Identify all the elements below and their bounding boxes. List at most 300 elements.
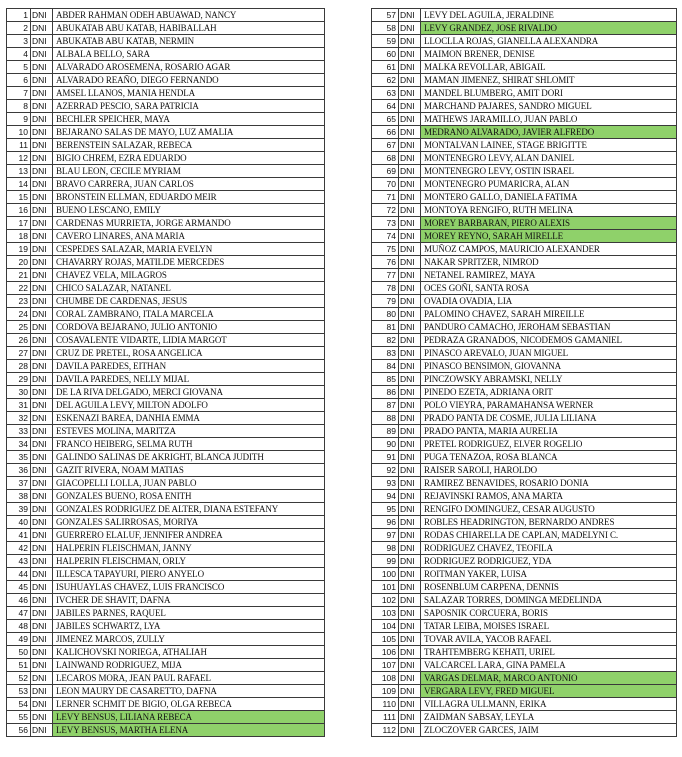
document-type: DNI: [31, 48, 53, 61]
person-name: AZERRAD PESCIO, SARA PATRICIA: [53, 100, 325, 113]
table-row: [372, 477, 677, 490]
row-number: 38: [7, 490, 31, 503]
person-name: MONTERO GALLO, DANIELA FATIMA: [421, 191, 677, 204]
table-row: [372, 178, 677, 191]
row-number: 48: [7, 620, 31, 633]
document-type: DNI: [31, 607, 53, 620]
table-row: [372, 74, 677, 87]
document-type: DNI: [31, 373, 53, 386]
person-name: TRAHTEMBERG KEHATI, URIEL: [421, 646, 677, 659]
table-row: [7, 659, 325, 672]
table-row: [372, 9, 677, 22]
left-table-body: [7, 9, 325, 737]
person-name: LEVY DEL AGUILA, JERALDINE: [421, 9, 677, 22]
document-type: DNI: [399, 61, 421, 74]
person-name: ROSENBLUM CARPENA, DENNIS: [421, 581, 677, 594]
document-type: DNI: [399, 178, 421, 191]
row-number: 79: [372, 295, 399, 308]
table-row: [372, 230, 677, 243]
document-type: DNI: [399, 594, 421, 607]
person-name: GAZIT RIVERA, NOAM MATIAS: [53, 464, 325, 477]
document-type: DNI: [31, 282, 53, 295]
document-type: DNI: [399, 659, 421, 672]
row-number: 112: [372, 724, 399, 737]
person-name: LLOCLLA ROJAS, GIANELLA ALEXANDRA: [421, 35, 677, 48]
table-row: [7, 87, 325, 100]
table-row: [7, 399, 325, 412]
table-row: [7, 607, 325, 620]
document-type: DNI: [399, 477, 421, 490]
person-name: CHUMBE DE CARDENAS, JESUS: [53, 295, 325, 308]
document-type: DNI: [399, 399, 421, 412]
document-type: DNI: [399, 425, 421, 438]
document-type: DNI: [399, 230, 421, 243]
document-type: DNI: [399, 490, 421, 503]
row-number: 100: [372, 568, 399, 581]
row-number: 59: [372, 35, 399, 48]
person-name: RODRIGUEZ RODRIGUEZ, YDA: [421, 555, 677, 568]
row-number: 90: [372, 438, 399, 451]
row-number: 109: [372, 685, 399, 698]
row-number: 9: [7, 113, 31, 126]
document-type: DNI: [399, 698, 421, 711]
table-row: [372, 165, 677, 178]
table-row: [7, 529, 325, 542]
document-type: DNI: [399, 139, 421, 152]
person-name: LECAROS MORA, JEAN PAUL RAFAEL: [53, 672, 325, 685]
document-type: DNI: [399, 282, 421, 295]
table-row: [7, 269, 325, 282]
table-row: [7, 490, 325, 503]
row-number: 23: [7, 295, 31, 308]
person-name: KALICHOVSKI NORIEGA, ATHALIAH: [53, 646, 325, 659]
person-name: MANDEL BLUMBERG, AMIT DORI: [421, 87, 677, 100]
person-name: NAKAR SPRITZER, NIMROD: [421, 256, 677, 269]
document-type: DNI: [31, 139, 53, 152]
table-row: [372, 412, 677, 425]
table-row: [372, 451, 677, 464]
table-row: [372, 438, 677, 451]
table-row: [7, 568, 325, 581]
table-row: [7, 698, 325, 711]
document-type: DNI: [399, 165, 421, 178]
document-type: DNI: [31, 308, 53, 321]
table-row: [7, 74, 325, 87]
document-type: DNI: [399, 87, 421, 100]
document-type: DNI: [31, 74, 53, 87]
document-type: DNI: [399, 555, 421, 568]
person-name: CESPEDES SALAZAR, MARIA EVELYN: [53, 243, 325, 256]
person-name: PRADO PANTA, MARIA AURELIA: [421, 425, 677, 438]
table-row: [7, 243, 325, 256]
document-type: DNI: [31, 152, 53, 165]
table-row: [372, 607, 677, 620]
person-name: MOREY REYNO, SARAH MIRELLE: [421, 230, 677, 243]
document-type: DNI: [399, 529, 421, 542]
document-type: DNI: [31, 412, 53, 425]
person-name: MAMAN JIMENEZ, SHIRAT SHLOMIT: [421, 74, 677, 87]
person-name: ROBLES HEADRINGTON, BERNARDO ANDRES: [421, 516, 677, 529]
person-name: VALCARCEL LARA, GINA PAMELA: [421, 659, 677, 672]
person-name: TOVAR AVILA, YACOB RAFAEL: [421, 633, 677, 646]
document-type: DNI: [31, 542, 53, 555]
person-name: BLAU LEON, CECILE MYRIAM: [53, 165, 325, 178]
table-row: [372, 243, 677, 256]
table-row: [7, 633, 325, 646]
document-type: DNI: [399, 334, 421, 347]
row-number: 50: [7, 646, 31, 659]
table-row: [7, 165, 325, 178]
document-type: DNI: [399, 542, 421, 555]
row-number: 84: [372, 360, 399, 373]
document-type: DNI: [31, 178, 53, 191]
person-name: BIGIO CHREM, EZRA EDUARDO: [53, 152, 325, 165]
table-row: [372, 295, 677, 308]
document-type: DNI: [31, 581, 53, 594]
table-row: [372, 35, 677, 48]
document-type: DNI: [399, 581, 421, 594]
person-name: GONZALES BUENO, ROSA ENITH: [53, 490, 325, 503]
document-type: DNI: [31, 399, 53, 412]
table-row: [7, 230, 325, 243]
row-number: 61: [372, 61, 399, 74]
person-name: CAVERO LINARES, ANA MARIA: [53, 230, 325, 243]
table-row: [372, 516, 677, 529]
row-number: 21: [7, 269, 31, 282]
document-type: DNI: [31, 87, 53, 100]
document-type: DNI: [31, 35, 53, 48]
row-number: 44: [7, 568, 31, 581]
table-row: [7, 35, 325, 48]
document-type: DNI: [31, 360, 53, 373]
table-row: [7, 282, 325, 295]
document-type: DNI: [31, 698, 53, 711]
table-row: [372, 503, 677, 516]
document-type: DNI: [399, 113, 421, 126]
person-name: PINASCO BENSIMON, GIOVANNA: [421, 360, 677, 373]
document-type: DNI: [31, 204, 53, 217]
document-type: DNI: [399, 35, 421, 48]
person-name: RAISER SAROLI, HAROLDO: [421, 464, 677, 477]
row-number: 34: [7, 438, 31, 451]
row-number: 55: [7, 711, 31, 724]
document-type: DNI: [31, 22, 53, 35]
row-number: 86: [372, 386, 399, 399]
table-row: [7, 438, 325, 451]
table-row: [7, 308, 325, 321]
person-name: JIMENEZ MARCOS, ZULLY: [53, 633, 325, 646]
table-row: [372, 386, 677, 399]
document-type: DNI: [399, 568, 421, 581]
row-number: 52: [7, 672, 31, 685]
table-row: [7, 425, 325, 438]
row-number: 85: [372, 373, 399, 386]
person-name: LAINWAND RODRIGUEZ, MIJA: [53, 659, 325, 672]
table-row: [372, 360, 677, 373]
row-number: 8: [7, 100, 31, 113]
person-name: BRONSTEIN ELLMAN, EDUARDO MEIR: [53, 191, 325, 204]
document-type: DNI: [399, 412, 421, 425]
document-type: DNI: [399, 724, 421, 737]
table-row: [7, 373, 325, 386]
person-name: IVCHER DE SHAVIT, DAFNA: [53, 594, 325, 607]
table-row: [372, 139, 677, 152]
person-name: GONZALES SALIRROSAS, MORIYA: [53, 516, 325, 529]
document-type: DNI: [399, 711, 421, 724]
person-name: ABUKATAB ABU KATAB, NERMIN: [53, 35, 325, 48]
table-row: [372, 126, 677, 139]
table-row: [372, 48, 677, 61]
row-number: 58: [372, 22, 399, 35]
person-name: MONTENEGRO LEVY, OSTIN ISRAEL: [421, 165, 677, 178]
table-row: [372, 633, 677, 646]
table-row: [7, 334, 325, 347]
row-number: 65: [372, 113, 399, 126]
table-row: [7, 152, 325, 165]
document-type: DNI: [31, 724, 53, 737]
person-name: ESTEVES MOLINA, MARITZA: [53, 425, 325, 438]
row-number: 22: [7, 282, 31, 295]
table-row: [7, 191, 325, 204]
table-row: [372, 256, 677, 269]
document-type: DNI: [399, 217, 421, 230]
document-type: DNI: [399, 360, 421, 373]
table-row: [372, 568, 677, 581]
table-row: [372, 87, 677, 100]
table-row: [372, 425, 677, 438]
row-number: 81: [372, 321, 399, 334]
row-number: 83: [372, 347, 399, 360]
document-type: DNI: [31, 165, 53, 178]
person-name: DAVILA PAREDES, EITHAN: [53, 360, 325, 373]
person-name: CORAL ZAMBRANO, ITALA MARCELA: [53, 308, 325, 321]
document-type: DNI: [399, 48, 421, 61]
table-row: [7, 412, 325, 425]
person-name: ILLESCA TAPAYURI, PIERO ANYELO: [53, 568, 325, 581]
table-row: [7, 620, 325, 633]
table-row: [7, 256, 325, 269]
table-row: [7, 685, 325, 698]
person-name: ROITMAN YAKER, LUISA: [421, 568, 677, 581]
person-name: RODRIGUEZ CHAVEZ, TEOFILA: [421, 542, 677, 555]
row-number: 42: [7, 542, 31, 555]
row-number: 111: [372, 711, 399, 724]
document-type: DNI: [399, 22, 421, 35]
document-type: DNI: [399, 243, 421, 256]
row-number: 47: [7, 607, 31, 620]
person-name: ALBALA BELLO, SARA: [53, 48, 325, 61]
person-name: POLO VIEYRA, PARAMAHANSA WERNER: [421, 399, 677, 412]
person-name: MUÑOZ CAMPOS, MAURICIO ALEXANDER: [421, 243, 677, 256]
row-number: 80: [372, 308, 399, 321]
table-row: [7, 295, 325, 308]
person-name: REJAVINSKI RAMOS, ANA MARTA: [421, 490, 677, 503]
row-number: 43: [7, 555, 31, 568]
document-type: DNI: [31, 464, 53, 477]
row-number: 39: [7, 503, 31, 516]
row-number: 12: [7, 152, 31, 165]
table-row: [372, 334, 677, 347]
table-row: [7, 594, 325, 607]
row-number: 37: [7, 477, 31, 490]
person-name: DEL AGUILA LEVY, MILTON ADOLFO: [53, 399, 325, 412]
document-type: DNI: [399, 451, 421, 464]
document-type: DNI: [31, 529, 53, 542]
document-type: DNI: [31, 61, 53, 74]
person-name: ZLOCZOVER GARCES, JAIM: [421, 724, 677, 737]
person-name: PRETEL RODRIGUEZ, ELVER ROGELIO: [421, 438, 677, 451]
row-number: 1: [7, 9, 31, 22]
table-row: [372, 698, 677, 711]
document-type: DNI: [31, 126, 53, 139]
row-number: 51: [7, 659, 31, 672]
table-row: [372, 308, 677, 321]
table-row: [7, 464, 325, 477]
document-type: DNI: [31, 100, 53, 113]
person-name: OVADIA OVADIA, LIA: [421, 295, 677, 308]
person-name: MATHEWS JARAMILLO, JUAN PABLO: [421, 113, 677, 126]
person-name: DE LA RIVA DELGADO, MERCI GIOVANA: [53, 386, 325, 399]
row-number: 26: [7, 334, 31, 347]
person-name: MONTOYA RENGIFO, RUTH MELINA: [421, 204, 677, 217]
document-type: DNI: [399, 464, 421, 477]
person-name: PUGA TENAZOA, ROSA BLANCA: [421, 451, 677, 464]
row-number: 91: [372, 451, 399, 464]
row-number: 96: [372, 516, 399, 529]
document-type: DNI: [31, 256, 53, 269]
document-type: DNI: [31, 477, 53, 490]
person-name: BEJARANO SALAS DE MAYO, LUZ AMALIA: [53, 126, 325, 139]
document-type: DNI: [31, 516, 53, 529]
table-row: [7, 724, 325, 737]
row-number: 18: [7, 230, 31, 243]
document-type: DNI: [399, 607, 421, 620]
document-type: DNI: [31, 9, 53, 22]
table-row: [7, 347, 325, 360]
row-number: 71: [372, 191, 399, 204]
person-name: VARGAS DELMAR, MARCO ANTONIO: [421, 672, 677, 685]
row-number: 14: [7, 178, 31, 191]
row-number: 105: [372, 633, 399, 646]
row-number: 24: [7, 308, 31, 321]
table-row: [7, 516, 325, 529]
table-row: [372, 672, 677, 685]
row-number: 95: [372, 503, 399, 516]
person-name: CHAVARRY ROJAS, MATILDE MERCEDES: [53, 256, 325, 269]
row-number: 107: [372, 659, 399, 672]
document-type: DNI: [399, 386, 421, 399]
person-name: GIACOPELLI LOLLA, JUAN PABLO: [53, 477, 325, 490]
person-name: COSAVALENTE VIDARTE, LIDIA MARGOT: [53, 334, 325, 347]
table-row: [7, 360, 325, 373]
row-number: 110: [372, 698, 399, 711]
table-row: [7, 555, 325, 568]
table-row: [7, 48, 325, 61]
table-row: [7, 217, 325, 230]
table-row: [7, 542, 325, 555]
row-number: 5: [7, 61, 31, 74]
person-name: ISUHUAYLAS CHAVEZ, LUIS FRANCISCO: [53, 581, 325, 594]
table-row: [7, 477, 325, 490]
table-row: [372, 100, 677, 113]
row-number: 53: [7, 685, 31, 698]
document-type: DNI: [31, 243, 53, 256]
document-type: DNI: [399, 438, 421, 451]
table-row: [7, 126, 325, 139]
row-number: 40: [7, 516, 31, 529]
row-number: 99: [372, 555, 399, 568]
person-name: MOREY BARBARAN, PIERO ALEXIS: [421, 217, 677, 230]
table-row: [372, 321, 677, 334]
table-row: [7, 672, 325, 685]
person-name: MAIMON BRENER, DENISE: [421, 48, 677, 61]
table-row: [372, 347, 677, 360]
document-type: DNI: [31, 321, 53, 334]
document-type: DNI: [399, 269, 421, 282]
row-number: 35: [7, 451, 31, 464]
document-type: DNI: [31, 672, 53, 685]
person-name: PRADO PANTA DE COSME, JULIA LILIANA: [421, 412, 677, 425]
right-table-body: [372, 9, 677, 737]
row-number: 68: [372, 152, 399, 165]
person-name: RAMIREZ BENAVIDES, ROSARIO DONIA: [421, 477, 677, 490]
row-number: 33: [7, 425, 31, 438]
document-type: DNI: [399, 503, 421, 516]
table-row: [372, 191, 677, 204]
row-number: 87: [372, 399, 399, 412]
table-row: [372, 620, 677, 633]
person-name: CHAVEZ VELA, MILAGROS: [53, 269, 325, 282]
document-type: DNI: [31, 620, 53, 633]
document-type: DNI: [31, 555, 53, 568]
person-name: ABDER RAHMAN ODEH ABUAWAD, NANCY: [53, 9, 325, 22]
row-number: 97: [372, 529, 399, 542]
table-row: [7, 22, 325, 35]
row-number: 54: [7, 698, 31, 711]
person-name: LEVY GRANDEZ, JOSE RIVALDO: [421, 22, 677, 35]
row-number: 101: [372, 581, 399, 594]
document-type: DNI: [399, 321, 421, 334]
row-number: 98: [372, 542, 399, 555]
row-number: 82: [372, 334, 399, 347]
table-row: [7, 581, 325, 594]
table-row: [7, 178, 325, 191]
table-row: [7, 321, 325, 334]
row-number: 70: [372, 178, 399, 191]
person-name: AMSEL LLANOS, MANIA HENDLA: [53, 87, 325, 100]
table-row: [7, 9, 325, 22]
table-row: [372, 217, 677, 230]
document-type: DNI: [31, 230, 53, 243]
person-name: ABUKATAB ABU KATAB, HABIBALLAH: [53, 22, 325, 35]
table-row: [372, 711, 677, 724]
row-number: 30: [7, 386, 31, 399]
row-number: 75: [372, 243, 399, 256]
person-name: ALVARADO REAÑO, DIEGO FERNANDO: [53, 74, 325, 87]
person-name: BUENO LESCANO, EMILY: [53, 204, 325, 217]
person-name: JABILES SCHWARTZ, LYA: [53, 620, 325, 633]
person-name: CARDENAS MURRIETA, JORGE ARMANDO: [53, 217, 325, 230]
row-number: 28: [7, 360, 31, 373]
person-name: GUERRERO ELALUF, JENNIFER ANDREA: [53, 529, 325, 542]
document-type: DNI: [31, 334, 53, 347]
row-number: 62: [372, 74, 399, 87]
row-number: 67: [372, 139, 399, 152]
row-number: 94: [372, 490, 399, 503]
document-type: DNI: [31, 490, 53, 503]
person-name: LEVY BENSUS, MARTHA ELENA: [53, 724, 325, 737]
row-number: 7: [7, 87, 31, 100]
